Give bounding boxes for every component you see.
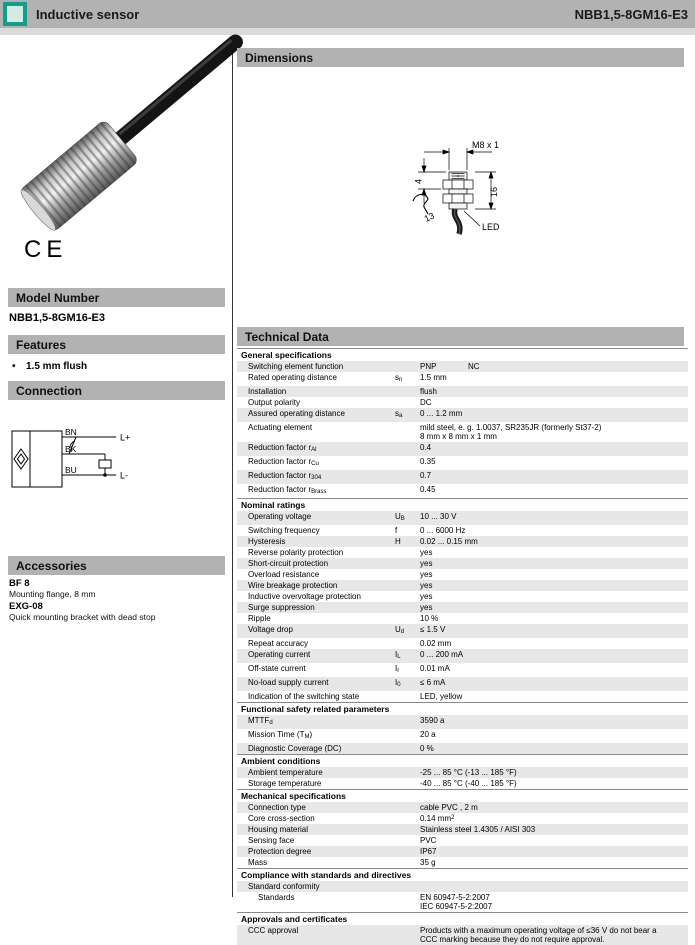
accessory-name: BF 8	[9, 578, 30, 589]
table-row	[237, 649, 688, 663]
row-label: Reverse polarity protection	[248, 548, 344, 557]
terminal-label-lplus: L+	[120, 432, 131, 443]
table-row	[237, 802, 688, 813]
accessory-desc: Quick mounting bracket with dead stop	[9, 612, 156, 622]
table-row	[237, 408, 688, 422]
row-value: 10 ... 30 V	[420, 512, 457, 521]
features-heading: Features	[8, 335, 225, 354]
table-row	[237, 470, 688, 484]
table-section-header: General specifications	[237, 348, 688, 361]
wire-label-bk: BK	[65, 444, 77, 454]
row-symbol	[395, 926, 420, 944]
row-symbol	[395, 581, 420, 590]
row-label: Indication of the switching state	[248, 692, 360, 701]
terminal-label-lminus: L-	[120, 470, 129, 481]
row-symbol: f	[395, 526, 398, 535]
table-row	[237, 536, 688, 547]
row-symbol: $U_d$	[395, 625, 405, 635]
row-label: Mission Time $(T_M)$	[248, 730, 313, 740]
row-label: Operating current	[248, 650, 311, 659]
row-symbol	[395, 471, 420, 483]
table-row	[237, 484, 688, 498]
row-label: Surge suppression	[248, 603, 315, 612]
row-label: Mass	[248, 858, 268, 867]
row-value: 0.02 ... 0.15 mm	[420, 537, 478, 546]
row-symbol	[395, 362, 420, 371]
row-value: Stainless steel 1.4305 / AISI 303	[420, 825, 536, 834]
row-value: 0.45	[420, 485, 436, 494]
row-symbol	[395, 768, 420, 777]
dim-16-label: 16	[489, 186, 499, 197]
row-symbol: $U_B$	[395, 512, 405, 522]
table-row	[237, 547, 688, 558]
row-label: Switching element function	[248, 362, 344, 371]
row-value: 0.01 mA	[420, 664, 450, 673]
row-symbol: $s_n$	[395, 373, 403, 383]
row-value: yes	[420, 559, 433, 568]
ce-mark: CE	[24, 236, 68, 263]
table-row	[237, 925, 688, 945]
row-value: 35 g	[420, 858, 436, 867]
row-symbol: $I_0$	[395, 678, 401, 688]
row-value: Products with a maximum operating voltage of ≤36 V do not bear a CCC marking because they do not require approval.	[420, 926, 657, 944]
table-row	[237, 361, 688, 372]
table-row	[237, 663, 688, 677]
row-label: No-load supply current	[248, 678, 329, 687]
table-row	[237, 602, 688, 613]
table-row	[237, 715, 688, 729]
row-label: $MTTF_d$	[248, 716, 273, 726]
table-row	[237, 881, 688, 892]
bullet-icon: •	[12, 361, 16, 372]
row-value-col2: NC	[468, 362, 480, 371]
row-label: Storage temperature	[248, 779, 322, 788]
sensor-barrel	[17, 23, 254, 234]
row-value: 0 ... 6000 Hz	[420, 526, 466, 535]
row-value: 0.35	[420, 457, 436, 466]
accessories-heading: Accessories	[8, 556, 225, 575]
table-row	[237, 778, 688, 789]
row-value: -40 ... 85 °C (-40 ... 185 °F)	[420, 779, 517, 788]
table-row	[237, 386, 688, 397]
table-section-header: Nominal ratings	[237, 498, 688, 511]
table-row	[237, 835, 688, 846]
row-label: Standards	[258, 893, 295, 902]
row-label: Voltage drop	[248, 625, 293, 634]
table-row	[237, 591, 688, 602]
table-row	[237, 677, 688, 691]
row-value: 0.4	[420, 443, 432, 452]
row-label: Repeat accuracy	[248, 639, 309, 648]
row-label: Rated operating distance	[248, 373, 337, 382]
accessory-name: EXG-08	[9, 601, 43, 612]
row-value: yes	[420, 570, 433, 579]
row-label: Diagnostic Coverage (DC)	[248, 744, 342, 753]
row-label: Protection degree	[248, 847, 312, 856]
row-label: Ripple	[248, 614, 271, 623]
row-value: yes	[420, 603, 433, 612]
row-label: CCC approval	[248, 926, 299, 935]
row-label: Sensing face	[248, 836, 295, 845]
row-value: 0.14 $mm^2$	[420, 814, 455, 823]
table-row	[237, 813, 688, 824]
row-label: Output polarity	[248, 398, 301, 407]
row-symbol	[395, 847, 420, 856]
row-symbol	[395, 814, 420, 823]
row-symbol	[395, 548, 420, 557]
table-row	[237, 613, 688, 624]
row-label: Inductive overvoltage protection	[248, 592, 361, 601]
table-row	[237, 569, 688, 580]
row-value: yes	[420, 548, 433, 557]
row-value: 1.5 mm	[420, 373, 447, 382]
row-value: 0 ... 1.2 mm	[420, 409, 463, 418]
model-number-heading: Model Number	[8, 288, 225, 307]
row-symbol: H	[395, 537, 401, 546]
dimensions-drawing	[388, 118, 598, 246]
row-value: 20 a	[420, 730, 436, 739]
row-symbol	[395, 744, 420, 753]
row-symbol	[395, 387, 420, 396]
row-value: 0.7	[420, 471, 432, 480]
connection-diagram	[10, 424, 160, 498]
row-symbol	[395, 779, 420, 788]
table-row	[237, 422, 688, 442]
wrench-size-label: 13	[422, 210, 436, 224]
table-section-header: Mechanical specifications	[237, 789, 688, 802]
row-symbol	[395, 398, 420, 407]
row-value: cable PVC , 2 m	[420, 803, 478, 812]
accessories-list	[9, 578, 225, 624]
table-row	[237, 846, 688, 857]
row-label: Ambient temperature	[248, 768, 323, 777]
row-value: mild steel, e. g. 1.0037, SR235JR (formerly St37-2) 8 mm x 8 mm x 1 mm	[420, 423, 602, 441]
header-substrip	[0, 28, 695, 35]
row-value: DC	[420, 398, 432, 407]
table-row	[237, 456, 688, 470]
table-row	[237, 397, 688, 408]
table-row	[237, 892, 688, 912]
row-symbol	[395, 423, 420, 441]
row-label: Reduction factor $r_{304}$	[248, 471, 322, 481]
row-value: yes	[420, 581, 433, 590]
dimensions-heading: Dimensions	[237, 48, 684, 67]
brand-logo-icon	[3, 2, 27, 26]
row-value: yes	[420, 592, 433, 601]
row-symbol	[395, 570, 420, 579]
row-symbol	[395, 592, 420, 601]
wire-label-bn: BN	[65, 427, 77, 437]
row-label: Core cross-section	[248, 814, 315, 823]
table-section-header: Compliance with standards and directives	[237, 868, 688, 881]
row-symbol	[395, 457, 420, 469]
accessory-desc: Mounting flange, 8 mm	[9, 589, 96, 599]
row-symbol	[395, 639, 420, 648]
table-row	[237, 767, 688, 778]
row-symbol	[395, 614, 420, 623]
table-row	[237, 638, 688, 649]
row-label: Assured operating distance	[248, 409, 345, 418]
row-value: 3590 a	[420, 716, 445, 725]
row-symbol	[395, 730, 420, 742]
row-label: Wire breakage protection	[248, 581, 338, 590]
row-symbol	[395, 882, 420, 891]
thread-dim-label: M8 x 1	[472, 140, 500, 150]
row-value	[420, 882, 684, 891]
row-label: Reduction factor $r_{Al}$	[248, 443, 317, 453]
table-row	[237, 580, 688, 591]
row-value: ≤ 6 mA	[420, 678, 446, 687]
product-category-title: Inductive sensor	[36, 6, 140, 22]
row-label: Short-circuit protection	[248, 559, 329, 568]
table-row	[237, 525, 688, 536]
row-value: LED, yellow	[420, 692, 463, 701]
table-row	[237, 558, 688, 569]
row-symbol	[395, 559, 420, 568]
row-value: ≤ 1.5 V	[420, 625, 446, 634]
row-value: PVC	[420, 836, 437, 845]
table-row	[237, 743, 688, 754]
table-section-header: Approvals and certificates	[237, 912, 688, 925]
row-label: Actuating element	[248, 423, 313, 432]
row-label: Switching frequency	[248, 526, 320, 535]
row-label: Reduction factor $r_{Cu}$	[248, 457, 319, 467]
table-section-header: Ambient conditions	[237, 754, 688, 767]
table-section-header: Functional safety related parameters	[237, 702, 688, 715]
table-row	[237, 824, 688, 835]
row-symbol	[395, 893, 420, 911]
row-symbol: $I_L$	[395, 650, 401, 660]
wire-label-bu: BU	[65, 465, 77, 475]
row-label: Hysteresis	[248, 537, 286, 546]
row-value: 10 %	[420, 614, 439, 623]
row-symbol	[395, 692, 420, 701]
row-symbol: $I_r$	[395, 664, 400, 674]
table-row	[237, 857, 688, 868]
row-symbol	[395, 443, 420, 455]
table-row	[237, 511, 688, 525]
dim-4-label: 4	[413, 178, 424, 184]
led-label: LED	[482, 222, 500, 232]
row-symbol	[395, 825, 420, 834]
model-number-value: NBB1,5-8GM16-E3	[9, 312, 105, 324]
row-label: Connection type	[248, 803, 306, 812]
row-symbol	[395, 716, 420, 728]
row-value: 0 %	[420, 744, 434, 753]
row-value: 0.02 mm	[420, 639, 452, 648]
table-row	[237, 372, 688, 386]
row-symbol	[395, 485, 420, 497]
product-photo	[8, 46, 226, 248]
technical-data-heading: Technical Data	[237, 327, 684, 346]
column-divider	[232, 45, 233, 897]
row-symbol	[395, 858, 420, 867]
row-value: 0 ... 200 mA	[420, 650, 464, 659]
row-label: Operating voltage	[248, 512, 312, 521]
feature-text: 1.5 mm flush	[26, 361, 88, 372]
page-header	[0, 0, 695, 28]
table-row	[237, 691, 688, 702]
row-label: Off-state current	[248, 664, 306, 673]
row-symbol	[395, 603, 420, 612]
row-label: Reduction factor $r_{Brass}$	[248, 485, 327, 495]
header-model-number: NBB1,5-8GM16-E3	[574, 6, 688, 22]
technical-table	[237, 348, 688, 945]
row-label: Overload resistance	[248, 570, 320, 579]
row-symbol	[395, 803, 420, 812]
row-label: Standard conformity	[248, 882, 320, 891]
table-row	[237, 624, 688, 638]
connection-heading: Connection	[8, 381, 225, 400]
row-symbol	[395, 836, 420, 845]
row-value: EN 60947-5-2:2007 IEC 60947-5-2:2007	[420, 893, 493, 911]
row-label: Housing material	[248, 825, 309, 834]
table-row	[237, 729, 688, 743]
row-value: PNP NC	[420, 362, 480, 371]
row-value: -25 ... 85 °C (-13 ... 185 °F)	[420, 768, 517, 777]
row-symbol: $s_a$	[395, 409, 403, 419]
table-row	[237, 442, 688, 456]
row-label: Installation	[248, 387, 287, 396]
row-value: IP67	[420, 847, 437, 856]
row-value: flush	[420, 387, 437, 396]
feature-item	[12, 361, 87, 372]
